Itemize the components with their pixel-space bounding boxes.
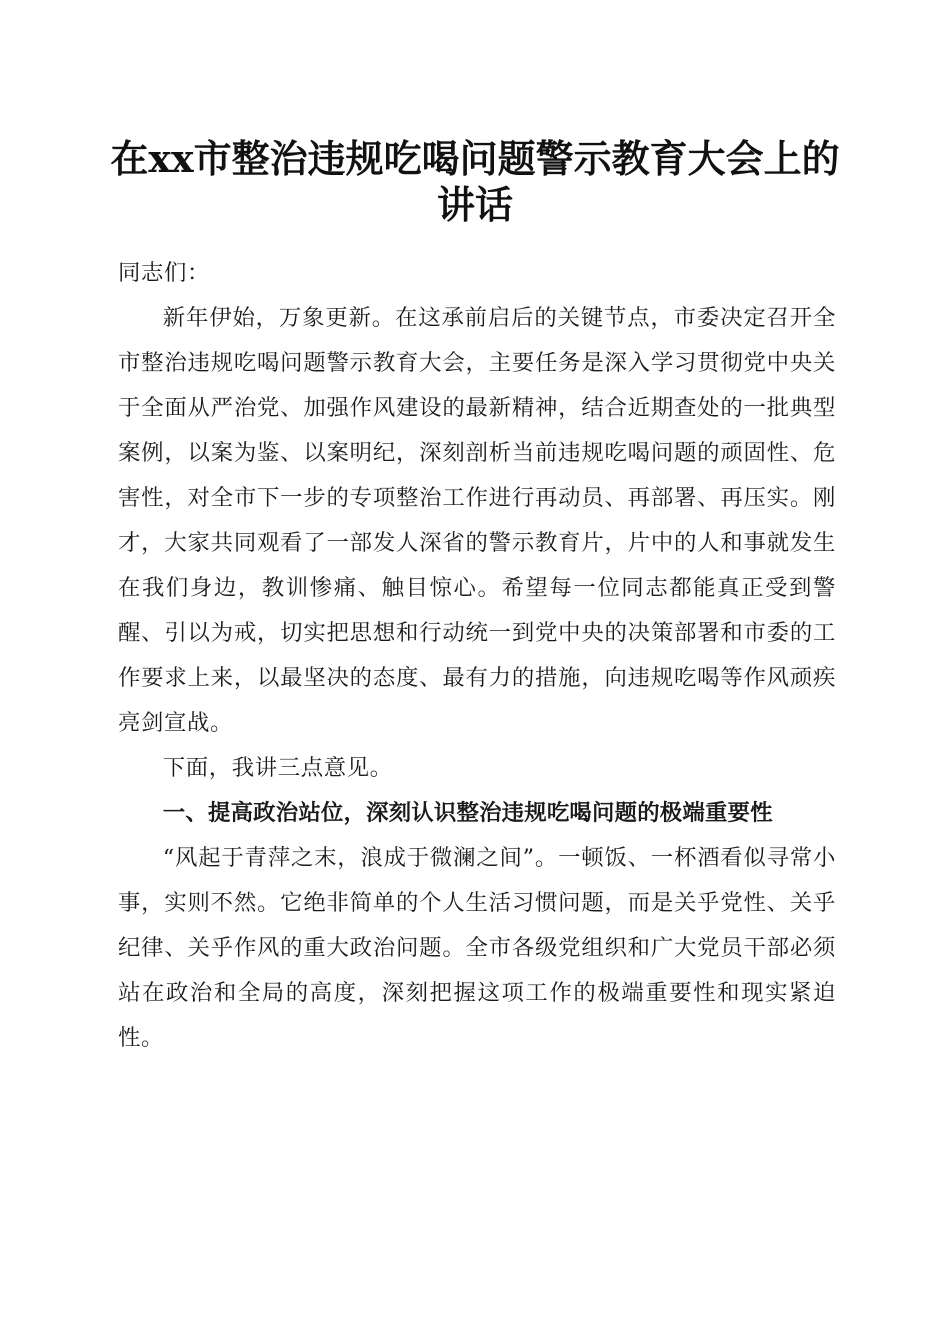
document-body <box>118 251 836 1061</box>
salutation: 同志们： <box>118 260 210 286</box>
section-1-paragraph: “风起于青萍之末，浪成于微澜之间”。一顿饭、一杯酒看似寻常小事，实则不然。它绝非简单的个人生活习惯问题，而是关乎党性、关乎纪律、关乎作风的重大政治问题。全市各级党组织和广大党员干部必须站在政治和全局的高度，深刻把握这项工作的极端重要性和现实紧迫性。 <box>118 845 836 1051</box>
paragraph-opening: 新年伊始，万象更新。在这承前启后的关键节点，市委决定召开全市整治违规吃喝问题警示教育大会，主要任务是深入学习贯彻党中央关于全面从严治党、加强作风建设的最新精神，结合近期查处的一批典型案例，以案为鉴、以案明纪，深刻剖析当前违规吃喝问题的顽固性、危害性，对全市下一步的专项整治工作进行再动员、再部署、再压实。刚才，大家共同观看了一部发人深省的警示教育片，片中的人和事就发生在我们身边，教训惨痛、触目惊心。希望每一位同志都能真正受到警醒、引以为戒，切实把思想和行动统一到党中央的决策部署和市委的工作要求上来，以最坚决的态度、最有力的措施，向违规吃喝等作风顽疾亮剑宣战。 <box>118 305 836 736</box>
section-heading-1: 一、提高政治站位，深刻认识整治违规吃喝问题的极端重要性 <box>162 800 773 826</box>
document-title <box>100 136 850 228</box>
title-line-2: 讲话 <box>436 182 513 227</box>
title-line-1: 在xx市整治违规吃喝问题警示教育大会上的 <box>110 136 840 181</box>
paragraph-transition: 下面，我讲三点意见。 <box>162 755 393 781</box>
